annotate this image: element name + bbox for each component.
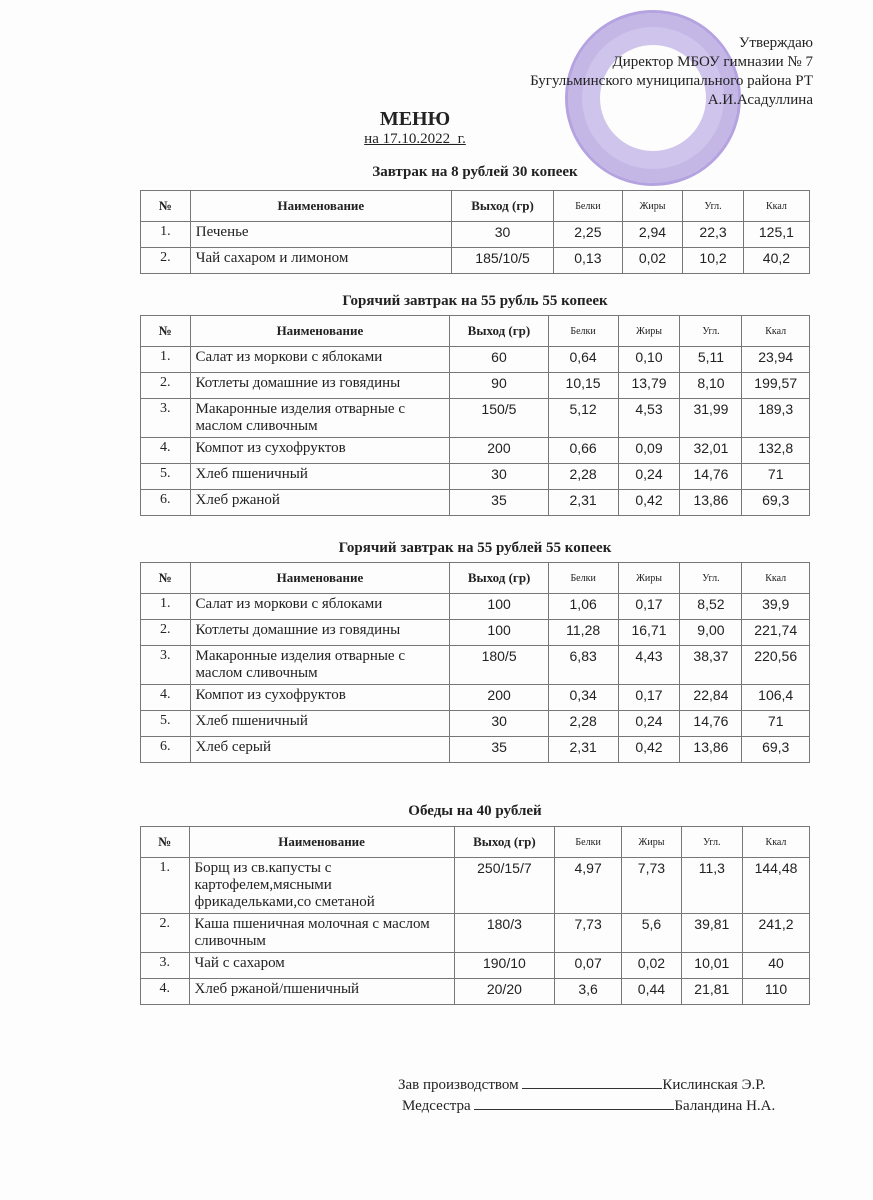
approval-line: Бугульминского муниципального района РТ: [530, 73, 813, 89]
cell-name: Хлеб серый: [190, 737, 450, 763]
table-row: [141, 858, 810, 914]
cell-kcal: 39,9: [742, 594, 810, 620]
menu-table: [140, 562, 810, 763]
page-title: МЕНЮ: [379, 108, 451, 130]
cell-protein: 3,6: [555, 979, 622, 1005]
cell-name: Котлеты домашние из говядины: [190, 620, 450, 646]
cell-protein: 2,31: [548, 737, 618, 763]
table-row: [141, 685, 810, 711]
header-protein: Белки: [548, 563, 618, 594]
cell-name: Чай сахаром и лимоном: [190, 248, 451, 274]
cell-carbs: 39,81: [681, 914, 742, 953]
table-row: [141, 222, 810, 248]
cell-kcal: 40: [742, 953, 809, 979]
cell-name: Печенье: [190, 222, 451, 248]
table-row: [141, 594, 810, 620]
cell-fat: 0,02: [622, 953, 681, 979]
cell-protein: 6,83: [548, 646, 618, 685]
signature-production: [398, 1076, 765, 1094]
cell-protein: 2,28: [548, 711, 618, 737]
approval-line: Утверждаю: [738, 35, 813, 51]
cell-yield: 30: [450, 711, 548, 737]
table-row: [141, 438, 810, 464]
menu-table: [140, 826, 810, 1005]
cell-kcal: 40,2: [743, 248, 809, 274]
cell-no: 1.: [141, 347, 191, 373]
cell-kcal: 220,56: [742, 646, 810, 685]
cell-kcal: 221,74: [742, 620, 810, 646]
cell-fat: 0,10: [618, 347, 680, 373]
cell-name: Чай с сахаром: [189, 953, 454, 979]
cell-no: 3.: [141, 953, 190, 979]
cell-fat: 2,94: [622, 222, 683, 248]
header-fat: Жиры: [618, 316, 680, 347]
header-yield: Выход (гр): [450, 316, 548, 347]
cell-yield: 35: [450, 737, 548, 763]
header-carbs: Угл.: [680, 563, 742, 594]
cell-yield: 200: [450, 685, 548, 711]
cell-fat: 7,73: [622, 858, 681, 914]
approval-line: Директор МБОУ гимназии № 7: [612, 54, 813, 70]
table-header: [141, 563, 810, 594]
approval-line: А.И.Асадуллина: [707, 92, 813, 108]
header-name: Наименование: [190, 316, 450, 347]
cell-name: Борщ из св.капусты с картофелем,мясными фрикадельками,со сметаной: [189, 858, 454, 914]
cell-kcal: 125,1: [743, 222, 809, 248]
header-no: №: [141, 191, 191, 222]
cell-kcal: 106,4: [742, 685, 810, 711]
table-row: [141, 248, 810, 274]
header-kcal: Ккал: [743, 191, 809, 222]
table-row: [141, 979, 810, 1005]
header-yield: Выход (гр): [451, 191, 553, 222]
cell-carbs: 31,99: [680, 399, 742, 438]
cell-protein: 1,06: [548, 594, 618, 620]
cell-yield: 30: [450, 464, 548, 490]
cell-kcal: 144,48: [742, 858, 809, 914]
cell-no: 3.: [141, 646, 191, 685]
cell-carbs: 10,2: [683, 248, 744, 274]
table-row: [141, 953, 810, 979]
cell-kcal: 110: [742, 979, 809, 1005]
header-no: №: [141, 827, 190, 858]
section-title: Горячий завтрак на 55 рубль 55 копеек: [342, 293, 608, 309]
cell-no: 6.: [141, 737, 191, 763]
menu-date: на 17.10.2022_г.: [364, 131, 466, 147]
cell-yield: 90: [450, 373, 548, 399]
signature-name: Кислинская Э.Р.: [662, 1077, 766, 1093]
table-row: [141, 711, 810, 737]
cell-fat: 4,43: [618, 646, 680, 685]
cell-protein: 0,64: [548, 347, 618, 373]
header-carbs: Угл.: [683, 191, 744, 222]
cell-yield: 190/10: [454, 953, 554, 979]
table-row: [141, 620, 810, 646]
cell-kcal: 69,3: [742, 490, 810, 516]
signature-line: [474, 1097, 674, 1110]
header-kcal: Ккал: [742, 827, 809, 858]
cell-carbs: 13,86: [680, 737, 742, 763]
menu-table: [140, 315, 810, 516]
cell-fat: 0,02: [622, 248, 683, 274]
signature-role: Зав производством: [398, 1077, 519, 1093]
signature-nurse: [402, 1097, 775, 1115]
cell-yield: 30: [451, 222, 553, 248]
cell-yield: 180/5: [450, 646, 548, 685]
cell-carbs: 22,84: [680, 685, 742, 711]
cell-kcal: 69,3: [742, 737, 810, 763]
header-fat: Жиры: [622, 827, 681, 858]
table-header: [141, 316, 810, 347]
cell-fat: 0,42: [618, 490, 680, 516]
cell-protein: 0,13: [554, 248, 623, 274]
cell-yield: 100: [450, 594, 548, 620]
header-carbs: Угл.: [681, 827, 742, 858]
cell-name: Хлеб пшеничный: [190, 464, 450, 490]
cell-no: 1.: [141, 858, 190, 914]
cell-no: 4.: [141, 438, 191, 464]
cell-fat: 13,79: [618, 373, 680, 399]
cell-no: 1.: [141, 222, 191, 248]
section-title: Завтрак на 8 рублей 30 копеек: [372, 164, 578, 180]
cell-protein: 2,25: [554, 222, 623, 248]
header-protein: Белки: [555, 827, 622, 858]
cell-name: Хлеб пшеничный: [190, 711, 450, 737]
cell-no: 1.: [141, 594, 191, 620]
cell-yield: 60: [450, 347, 548, 373]
cell-yield: 150/5: [450, 399, 548, 438]
signature-role: Медсестра: [402, 1098, 471, 1114]
cell-yield: 180/3: [454, 914, 554, 953]
cell-carbs: 14,76: [680, 711, 742, 737]
cell-fat: 0,17: [618, 594, 680, 620]
header-fat: Жиры: [618, 563, 680, 594]
cell-name: Компот из сухофруктов: [190, 685, 450, 711]
header-yield: Выход (гр): [454, 827, 554, 858]
cell-kcal: 23,94: [742, 347, 810, 373]
cell-protein: 5,12: [548, 399, 618, 438]
cell-name: Хлеб ржаной: [190, 490, 450, 516]
table-row: [141, 373, 810, 399]
cell-name: Макаронные изделия отварные с маслом сливочным: [190, 399, 450, 438]
cell-protein: 0,34: [548, 685, 618, 711]
cell-carbs: 9,00: [680, 620, 742, 646]
cell-name: Макаронные изделия отварные с маслом сливочным: [190, 646, 450, 685]
cell-protein: 10,15: [548, 373, 618, 399]
header-protein: Белки: [548, 316, 618, 347]
cell-no: 2.: [141, 373, 191, 399]
cell-kcal: 241,2: [742, 914, 809, 953]
header-kcal: Ккал: [742, 563, 810, 594]
header-name: Наименование: [189, 827, 454, 858]
cell-fat: 5,6: [622, 914, 681, 953]
cell-fat: 0,24: [618, 711, 680, 737]
cell-protein: 0,66: [548, 438, 618, 464]
cell-protein: 7,73: [555, 914, 622, 953]
cell-fat: 16,71: [618, 620, 680, 646]
cell-no: 2.: [141, 620, 191, 646]
header-name: Наименование: [190, 191, 451, 222]
cell-no: 3.: [141, 399, 191, 438]
cell-name: Компот из сухофруктов: [190, 438, 450, 464]
cell-protein: 11,28: [548, 620, 618, 646]
header-kcal: Ккал: [742, 316, 810, 347]
table-row: [141, 914, 810, 953]
cell-carbs: 14,76: [680, 464, 742, 490]
table-row: [141, 490, 810, 516]
header-yield: Выход (гр): [450, 563, 548, 594]
cell-fat: 0,42: [618, 737, 680, 763]
cell-kcal: 71: [742, 464, 810, 490]
cell-yield: 100: [450, 620, 548, 646]
cell-fat: 0,24: [618, 464, 680, 490]
header-no: №: [141, 563, 191, 594]
cell-kcal: 132,8: [742, 438, 810, 464]
cell-protein: 0,07: [555, 953, 622, 979]
approval-block: [530, 34, 813, 110]
table-row: [141, 737, 810, 763]
section-title: Обеды на 40 рублей: [408, 803, 542, 819]
table-row: [141, 464, 810, 490]
cell-name: Котлеты домашние из говядины: [190, 373, 450, 399]
cell-yield: 250/15/7: [454, 858, 554, 914]
cell-no: 4.: [141, 979, 190, 1005]
cell-name: Хлеб ржаной/пшеничный: [189, 979, 454, 1005]
table-row: [141, 399, 810, 438]
cell-no: 6.: [141, 490, 191, 516]
cell-carbs: 8,10: [680, 373, 742, 399]
cell-yield: 185/10/5: [451, 248, 553, 274]
header-no: №: [141, 316, 191, 347]
menu-table: [140, 190, 810, 274]
cell-yield: 35: [450, 490, 548, 516]
cell-fat: 4,53: [618, 399, 680, 438]
cell-kcal: 71: [742, 711, 810, 737]
header-name: Наименование: [190, 563, 450, 594]
cell-yield: 20/20: [454, 979, 554, 1005]
cell-carbs: 11,3: [681, 858, 742, 914]
cell-no: 5.: [141, 711, 191, 737]
cell-no: 4.: [141, 685, 191, 711]
cell-name: Салат из моркови с яблоками: [190, 347, 450, 373]
cell-protein: 2,28: [548, 464, 618, 490]
cell-carbs: 32,01: [680, 438, 742, 464]
cell-carbs: 13,86: [680, 490, 742, 516]
header-protein: Белки: [554, 191, 623, 222]
cell-no: 5.: [141, 464, 191, 490]
cell-fat: 0,44: [622, 979, 681, 1005]
cell-carbs: 38,37: [680, 646, 742, 685]
cell-kcal: 199,57: [742, 373, 810, 399]
cell-protein: 4,97: [555, 858, 622, 914]
table-row: [141, 646, 810, 685]
cell-carbs: 5,11: [680, 347, 742, 373]
cell-protein: 2,31: [548, 490, 618, 516]
cell-carbs: 22,3: [683, 222, 744, 248]
header-carbs: Угл.: [680, 316, 742, 347]
table-header: [141, 191, 810, 222]
cell-kcal: 189,3: [742, 399, 810, 438]
cell-carbs: 10,01: [681, 953, 742, 979]
cell-yield: 200: [450, 438, 548, 464]
table-header: [141, 827, 810, 858]
table-row: [141, 347, 810, 373]
cell-carbs: 21,81: [681, 979, 742, 1005]
cell-no: 2.: [141, 914, 190, 953]
cell-fat: 0,17: [618, 685, 680, 711]
cell-name: Каша пшеничная молочная с маслом сливочным: [189, 914, 454, 953]
cell-no: 2.: [141, 248, 191, 274]
section-title: Горячий завтрак на 55 рублей 55 копеек: [338, 540, 612, 556]
signature-line: [522, 1076, 662, 1089]
cell-name: Салат из моркови с яблоками: [190, 594, 450, 620]
signature-name: Баландина Н.А.: [674, 1098, 776, 1114]
cell-carbs: 8,52: [680, 594, 742, 620]
cell-fat: 0,09: [618, 438, 680, 464]
header-fat: Жиры: [622, 191, 683, 222]
